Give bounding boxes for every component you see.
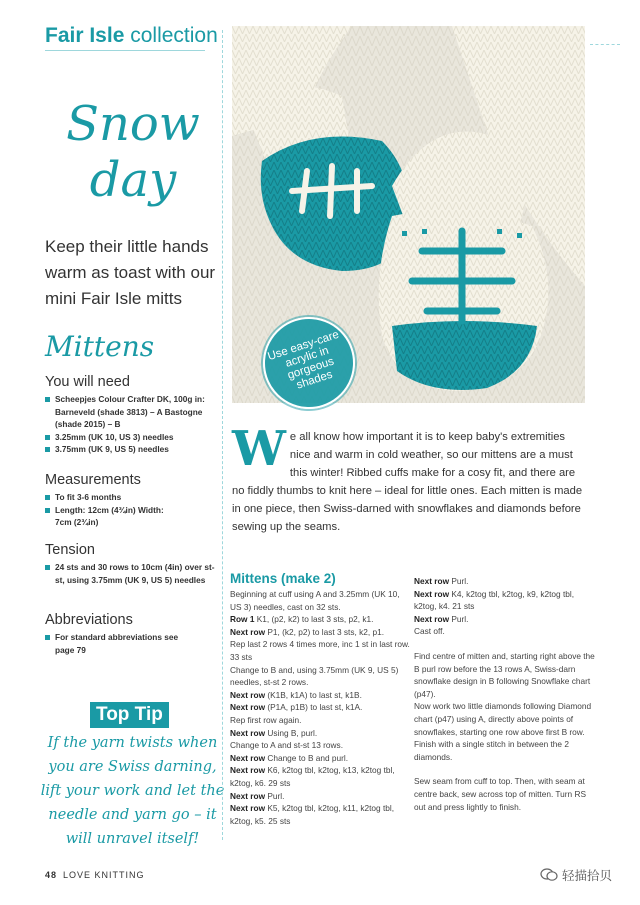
magazine-name: LOVE KNITTING bbox=[63, 870, 145, 880]
pattern-row-text: (P1A, p1B) to last st, k1A. bbox=[265, 702, 363, 713]
pattern-line bbox=[230, 739, 412, 752]
list-item: 24 sts and 30 rows to 10cm (4in) over st-st, using 3.75mm (UK 9, US 5) needles bbox=[45, 561, 215, 586]
abbreviations-heading: Abbreviations bbox=[45, 612, 133, 628]
top-tip-text: If the yarn twists when you are Swiss darning, lift your work and let the needle and yarn go – it will unravel itself! bbox=[40, 735, 225, 847]
mittens-heading: Mittens bbox=[45, 330, 155, 363]
pattern-row-text: K1, (p2, k2) to last 3 sts, p2, k1. bbox=[254, 614, 374, 625]
pattern-line bbox=[230, 790, 412, 803]
measurements-heading: Measurements bbox=[45, 472, 141, 488]
pattern-row-text: Change to B and purl. bbox=[265, 752, 349, 763]
pattern-line bbox=[414, 575, 596, 588]
pattern-line bbox=[230, 664, 412, 689]
page-footer bbox=[45, 870, 145, 880]
column-divider bbox=[222, 30, 223, 840]
pattern-line bbox=[414, 613, 596, 626]
tension-heading: Tension bbox=[45, 542, 95, 558]
measurements-list bbox=[45, 491, 225, 529]
pattern-row-label: Row 1 bbox=[230, 614, 255, 625]
pattern-line bbox=[414, 650, 596, 700]
pattern-row-label: Next row bbox=[230, 752, 266, 763]
pattern-row-label: Next row bbox=[414, 613, 450, 624]
list-item: 3.25mm (UK 10, US 3) needles bbox=[45, 431, 225, 444]
pattern-line bbox=[414, 700, 596, 763]
paragraph-gap bbox=[414, 638, 596, 650]
pattern-row-text: Change to B and, using 3.75mm (UK 9, US 5) needles, st-st 2 rows. bbox=[230, 664, 399, 688]
pattern-row-text: Purl. bbox=[449, 576, 469, 586]
pattern-row-text: Purl. bbox=[265, 790, 285, 801]
abbreviations-list bbox=[45, 631, 195, 656]
pattern-row-label: Next row bbox=[230, 803, 266, 814]
pattern-row-text: K6, k2tog tbl, k2tog, k13, k2tog tbl, k2tog, k6. 29 sts bbox=[230, 765, 395, 788]
pattern-column-2 bbox=[414, 575, 596, 813]
pattern-row-label: Next row bbox=[230, 765, 266, 776]
you-will-need-list bbox=[45, 393, 225, 456]
pattern-line bbox=[230, 752, 412, 765]
pattern-line bbox=[414, 588, 596, 613]
pattern-row-label: Next row bbox=[230, 790, 266, 801]
pattern-row-label: Next row bbox=[414, 588, 450, 599]
pattern-row-text: Find centre of mitten and, starting right above the B purl row before the 13 rows A, Swiss-darn snowflake design in B following Snowflake chart (p47). bbox=[414, 650, 595, 699]
pattern-row-text: P1, (k2, p2) to last 3 sts, k2, p1. bbox=[265, 626, 385, 637]
pattern-row-text: K5, k2tog tbl, k2tog, k11, k2tog tbl, k2tog, k5. 25 sts bbox=[230, 803, 395, 826]
pattern-line bbox=[230, 638, 412, 663]
pattern-row-label: Next row bbox=[230, 626, 266, 637]
pattern-row-label: Next row bbox=[230, 689, 266, 700]
pattern-row-label: Next row bbox=[230, 702, 266, 713]
pattern-row-text: K4, k2tog tbl, k2tog, k9, k2tog tbl, k2tog, k4. 21 sts bbox=[414, 588, 575, 612]
pattern-row-text: Change to A and st-st 13 rows. bbox=[230, 740, 343, 751]
paragraph-gap bbox=[414, 763, 596, 775]
you-will-need-heading: You will need bbox=[45, 374, 130, 390]
page-number: 48 bbox=[45, 870, 58, 880]
watermark: 轻描拾贝 bbox=[540, 866, 612, 884]
header-rule bbox=[45, 50, 205, 51]
list-item: Scheepjes Colour Crafter DK, 100g in: Barneveld (shade 3813) – A Bastogne (shade 2015) – B bbox=[45, 393, 225, 431]
intro-paragraph: We all know how important it is to keep baby's extremities nice and warm in cold weather, so our mittens are a must this winter! Ribbed cuffs make for a cosy fit, and there are no fiddly thumbs to knit here – ideal for little ones. Each mitten is made in one piece, then Swiss-darned with snowflakes and diamonds before sewing up the seams. bbox=[232, 421, 583, 533]
badge-callout: Use easy-care acrylic in gorgeous shades bbox=[251, 305, 367, 421]
pattern-line bbox=[230, 588, 412, 613]
pattern-line bbox=[230, 626, 412, 639]
pattern-line bbox=[230, 727, 412, 740]
list-item: To fit 3-6 months bbox=[45, 491, 225, 504]
pattern-row-text: Cast off. bbox=[414, 626, 445, 637]
series-title: Fair Isle collection bbox=[45, 24, 218, 47]
list-item: For standard abbreviations see page 79 bbox=[45, 631, 195, 656]
pattern-line bbox=[230, 689, 412, 702]
pattern-line bbox=[414, 775, 596, 813]
pattern-row-text: Rep first row again. bbox=[230, 714, 302, 725]
chat-bubble-icon bbox=[540, 868, 558, 882]
pattern-row-text: Rep last 2 rows 4 times more, inc 1 st in last row. 33 sts bbox=[230, 639, 410, 662]
pattern-line bbox=[230, 714, 412, 727]
header-rule-right bbox=[590, 44, 620, 46]
tension-list bbox=[45, 561, 215, 586]
page-subtitle: Keep their little hands warm as toast with our mini Fair Isle mitts bbox=[45, 237, 216, 308]
pattern-line bbox=[230, 802, 412, 827]
top-tip-label: Top Tip bbox=[90, 702, 169, 728]
pattern-heading: Mittens (make 2) bbox=[230, 571, 336, 586]
pattern-column-1 bbox=[230, 588, 412, 827]
pattern-line bbox=[414, 625, 596, 638]
pattern-row-text: Beginning at cuff using A and 3.25mm (UK 10, US 3) needles, cast on 32 sts. bbox=[230, 589, 400, 612]
pattern-line bbox=[230, 613, 412, 626]
pattern-row-text: Now work two little diamonds following Diamond chart (p47) using A, directly above points of snowflakes, starting one row above first B row. Finish with a single stitch in between the 2 diamonds. bbox=[414, 701, 592, 762]
page-title: Snow day bbox=[66, 96, 200, 208]
pattern-row-text: Sew seam from cuff to top. Then, with seam at centre back, sew across top of mitten. Turn RS out and press lightly to finish. bbox=[414, 776, 587, 812]
drop-cap: W bbox=[232, 421, 286, 477]
list-item: 3.75mm (UK 9, US 5) needles bbox=[45, 443, 225, 456]
pattern-row-label: Next row bbox=[230, 727, 266, 738]
pattern-row-label: Next row bbox=[414, 576, 450, 586]
pattern-row-text: Purl. bbox=[449, 613, 469, 624]
pattern-line bbox=[230, 764, 412, 789]
list-item: Length: 12cm (4¾in) Width: 7cm (2¾in) bbox=[45, 504, 175, 529]
pattern-row-text: Using B, purl. bbox=[265, 727, 318, 738]
pattern-line bbox=[230, 701, 412, 714]
pattern-row-text: (K1B, k1A) to last st, k1B. bbox=[265, 689, 362, 700]
